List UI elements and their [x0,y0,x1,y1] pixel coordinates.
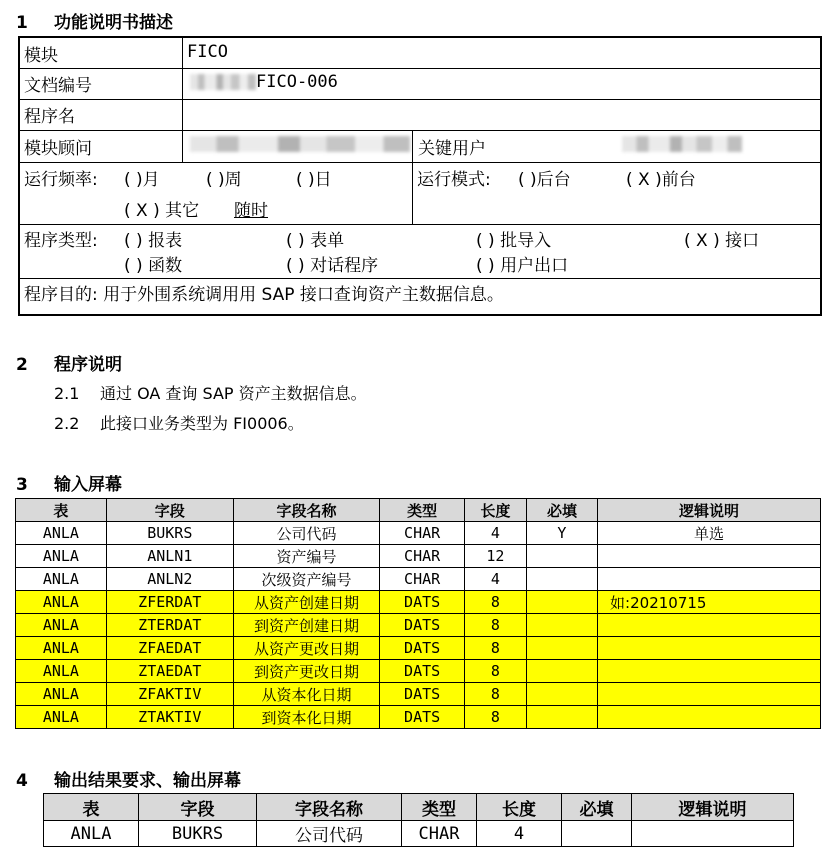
type-option-form[interactable]: ( ) 表单 [286,231,345,251]
table-cell: 公司代码 [257,821,402,847]
consultant-value [186,134,410,154]
table-cell [562,821,632,847]
section4-heading [16,766,241,791]
section4-title: 输出结果要求、输出屏幕 [54,771,241,791]
table-cell [598,568,821,591]
column-header: 必填 [562,794,632,821]
type-option-batch-import[interactable]: ( ) 批导入 [476,231,552,251]
table-cell: 8 [464,660,526,683]
consultant-label: 模块顾问 [24,139,92,159]
table-cell: 8 [464,706,526,729]
type-option-function[interactable]: ( ) 函数 [124,256,183,276]
table-cell [526,591,597,614]
table-cell [632,821,794,847]
table-row [44,821,794,847]
section2-title: 程序说明 [54,355,122,375]
section1-number: 1 [16,13,28,33]
column-header: 字段 [139,794,257,821]
freq-option-day[interactable]: ( )日 [296,170,332,190]
table-cell: 8 [464,637,526,660]
table-cell: 从资产创建日期 [233,591,380,614]
table-cell: ANLA [16,706,107,729]
table-cell: DATS [380,591,465,614]
section2-item [54,411,304,434]
table-cell: 次级资产编号 [233,568,380,591]
table-cell [526,683,597,706]
table-cell [598,683,821,706]
table-cell: CHAR [380,522,465,545]
type-option-user-exit[interactable]: ( ) 用户出口 [476,256,569,276]
table-row [16,614,821,637]
table-cell: 到资产更改日期 [233,660,380,683]
section2-item [54,381,367,404]
table-cell [526,706,597,729]
table-cell [526,614,597,637]
table-row [16,683,821,706]
table-cell: ZFERDAT [106,591,233,614]
item-number: 2.1 [54,384,80,403]
table-cell: ANLA [44,821,139,847]
table-cell: ANLA [16,545,107,568]
column-header: 字段 [106,499,233,522]
freq-option-other[interactable]: ( X ) 其它 [124,201,200,221]
type-option-report[interactable]: ( ) 报表 [124,231,183,251]
column-header: 必填 [526,499,597,522]
table-cell [526,637,597,660]
column-header: 字段名称 [257,794,402,821]
table-cell [598,545,821,568]
table-cell: ANLA [16,591,107,614]
program-name-label: 程序名 [24,107,75,127]
table-cell: 8 [464,614,526,637]
key-user-label: 关键用户 [418,139,486,159]
table-cell: DATS [380,683,465,706]
table-cell: ZTAKTIV [106,706,233,729]
section2-number: 2 [16,355,28,375]
section2-heading [16,350,122,375]
table-cell [526,545,597,568]
table-cell: 到资产创建日期 [233,614,380,637]
section3-number: 3 [16,475,28,495]
table-cell: 从资产更改日期 [233,637,380,660]
table-row [16,637,821,660]
module-label: 模块 [24,46,58,66]
column-header: 类型 [380,499,465,522]
table-cell: DATS [380,660,465,683]
freq-option-month[interactable]: ( )月 [124,170,160,190]
column-header: 逻辑说明 [598,499,821,522]
table-cell [598,614,821,637]
table-cell: 8 [464,591,526,614]
table-cell: 4 [477,821,562,847]
table-cell: 如:20210715 [598,591,821,614]
redacted-block [190,136,410,152]
table-cell: DATS [380,706,465,729]
input-screen-table [15,498,821,729]
table-row [16,522,821,545]
table-cell: CHAR [380,545,465,568]
type-label: 程序类型: [24,231,98,251]
table-cell: 到资本化日期 [233,706,380,729]
table-cell: BUKRS [106,522,233,545]
docno-label: 文档编号 [24,76,92,96]
module-value: FICO [187,42,228,62]
table-cell [598,660,821,683]
table-cell: ANLA [16,522,107,545]
table-cell: DATS [380,614,465,637]
freq-other-value: 随时 [234,201,268,221]
mode-option-background[interactable]: ( )后台 [518,170,571,190]
table-cell [598,637,821,660]
table-cell: Y [526,522,597,545]
item-number: 2.2 [54,414,80,433]
redacted-block [190,74,256,90]
table-cell: 8 [464,683,526,706]
table-cell: ANLA [16,614,107,637]
column-header: 字段名称 [233,499,380,522]
table-cell: ZFAEDAT [106,637,233,660]
table-row [16,568,821,591]
table-cell: ZTAEDAT [106,660,233,683]
table-cell: CHAR [402,821,477,847]
table-cell: 从资本化日期 [233,683,380,706]
item-text: 通过 OA 查询 SAP 资产主数据信息。 [100,384,367,403]
table-cell: 资产编号 [233,545,380,568]
table-cell: 单选 [598,522,821,545]
section3-title: 输入屏幕 [54,475,122,495]
table-cell: 4 [464,522,526,545]
column-header: 长度 [477,794,562,821]
table-cell: ANLN2 [106,568,233,591]
docno-value-wrap [186,72,338,92]
type-option-interface[interactable]: ( X ) 接口 [684,231,760,251]
table-cell: DATS [380,637,465,660]
section1-heading [16,8,173,33]
table-cell: 4 [464,568,526,591]
output-screen-table [43,793,794,847]
table-cell: CHAR [380,568,465,591]
column-header: 表 [44,794,139,821]
table-cell: ANLA [16,660,107,683]
section1-title: 功能说明书描述 [54,13,173,33]
table-cell [526,660,597,683]
table-cell: BUKRS [139,821,257,847]
table-row [16,591,821,614]
table-cell: ANLA [16,683,107,706]
table-cell: ANLN1 [106,545,233,568]
redacted-block [622,136,742,152]
mode-label: 运行模式: [417,170,491,190]
table-cell: ZTERDAT [106,614,233,637]
section4-number: 4 [16,771,28,791]
table-cell: 12 [464,545,526,568]
table-cell: 公司代码 [233,522,380,545]
column-header: 表 [16,499,107,522]
type-option-dialog[interactable]: ( ) 对话程序 [286,256,379,276]
table-cell: ANLA [16,637,107,660]
spec-table [18,36,822,316]
key-user-value [618,134,742,154]
table-cell: ZFAKTIV [106,683,233,706]
column-header: 类型 [402,794,477,821]
table-row [16,545,821,568]
item-text: 此接口业务类型为 FI0006。 [100,414,304,433]
column-header: 逻辑说明 [632,794,794,821]
program-purpose: 程序目的: 用于外围系统调用用 SAP 接口查询资产主数据信息。 [24,285,504,305]
column-header: 长度 [464,499,526,522]
table-row [16,660,821,683]
freq-label: 运行频率: [24,170,98,190]
table-cell [526,568,597,591]
section3-heading [16,470,122,495]
docno-value: FICO-006 [256,72,338,92]
table-row [16,706,821,729]
table-cell [598,706,821,729]
table-cell: ANLA [16,568,107,591]
mode-option-foreground[interactable]: ( X )前台 [626,170,696,190]
freq-option-week[interactable]: ( )周 [206,170,242,190]
